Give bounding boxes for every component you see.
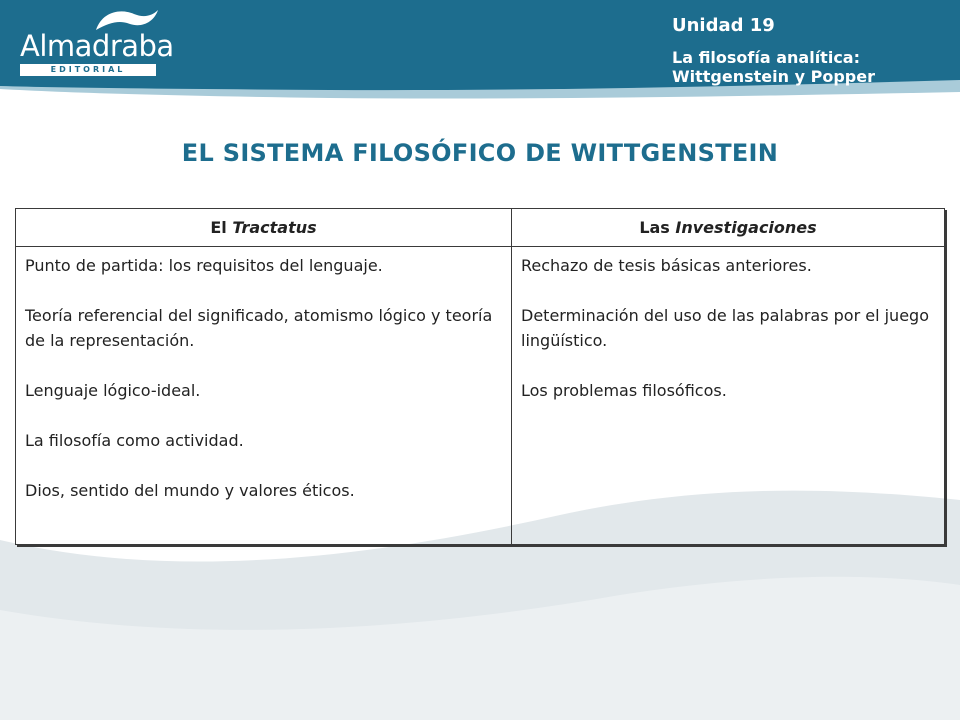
unit-subtitle: La filosofía analítica: Wittgenstein y Popper bbox=[672, 48, 875, 86]
unit-label: Unidad 19 bbox=[672, 15, 775, 36]
logo-wordmark: Almadraba bbox=[20, 29, 174, 63]
investigaciones-cell bbox=[512, 247, 945, 545]
comparison-table bbox=[15, 208, 945, 545]
list-item: Punto de partida: los requisitos del lenguaje. bbox=[25, 256, 383, 275]
list-item: Lenguaje lógico-ideal. bbox=[25, 381, 201, 400]
list-item: Rechazo de tesis básicas anteriores. bbox=[521, 256, 812, 275]
list-item: Dios, sentido del mundo y valores éticos. bbox=[25, 481, 355, 500]
column-header-prefix: Las bbox=[639, 218, 676, 237]
list-item: Determinación del uso de las palabras por el juego lingüístico. bbox=[521, 306, 929, 350]
table-header-row bbox=[16, 209, 945, 247]
column-header-work-title: Tractatus bbox=[232, 218, 317, 237]
logo-tagline: EDITORIAL bbox=[50, 65, 126, 74]
table-row bbox=[16, 247, 945, 545]
column-header-prefix: El bbox=[210, 218, 233, 237]
almadraba-logo bbox=[16, 6, 174, 76]
unit-info bbox=[672, 14, 952, 86]
tractatus-cell bbox=[16, 247, 512, 545]
list-item: Teoría referencial del significado, atomismo lógico y teoría de la representación. bbox=[25, 306, 493, 350]
column-header-tractatus bbox=[16, 209, 512, 247]
column-header-work-title: Investigaciones bbox=[675, 218, 817, 237]
list-item: La filosofía como actividad. bbox=[25, 431, 244, 450]
column-header-investigaciones bbox=[512, 209, 945, 247]
slide-title: EL SISTEMA FILOSÓFICO DE WITTGENSTEIN bbox=[181, 139, 779, 167]
list-item: Los problemas filosóficos. bbox=[521, 381, 727, 400]
